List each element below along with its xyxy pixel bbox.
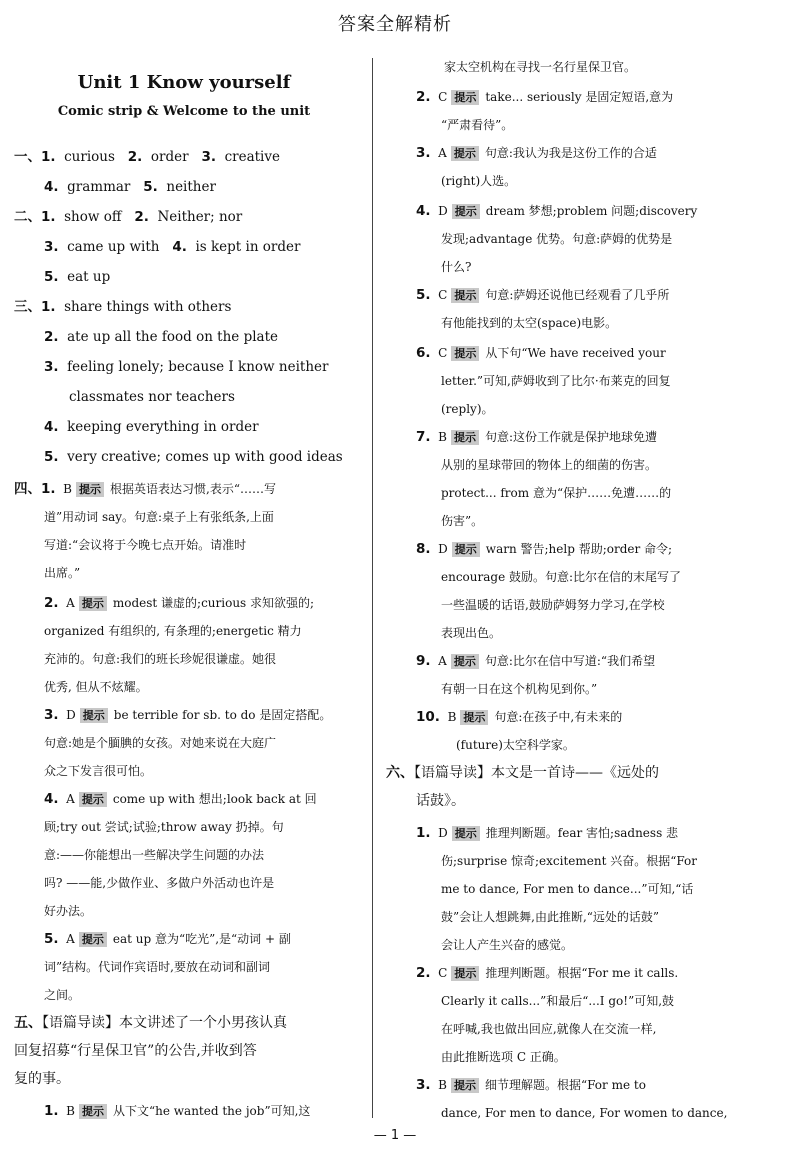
- item-number: 3.: [44, 707, 59, 723]
- explanation-text: take... seriously 是固定短语,意为: [485, 90, 674, 104]
- r-q8-line1: [416, 540, 672, 558]
- item-number: 8.: [416, 541, 431, 557]
- r-q5-line2: 有他能找到的太空(space)电影。: [441, 316, 618, 330]
- hint-tag: 提示: [76, 482, 104, 497]
- item-number: 1.: [41, 149, 56, 165]
- s4-q5-line2: 词”结构。代词作宾语时,要放在动词和副词: [44, 960, 270, 974]
- answer-letter: A: [66, 932, 75, 946]
- r-q2-line1: [416, 88, 673, 106]
- hint-tag: 提示: [451, 966, 479, 981]
- answer-text: Neither; nor: [157, 209, 243, 225]
- answer-letter: D: [438, 204, 448, 218]
- column-divider: [372, 58, 373, 1118]
- r-q4-line3: 什么?: [441, 260, 472, 274]
- r-q10-line1: [416, 708, 622, 726]
- answer-text: curious: [64, 149, 115, 165]
- r-q6-line2: letter.”可知,萨姆收到了比尔·布莱克的回复: [441, 374, 671, 388]
- item-number: 5.: [416, 287, 431, 303]
- explanation-text: 推理判断题。fear 害怕;sadness 悲: [485, 826, 679, 840]
- answer-text: eat up: [67, 269, 111, 285]
- item-number: 3.: [416, 145, 431, 161]
- s5-line1: [14, 1014, 287, 1032]
- r-q2-line2: “严肃看待”。: [441, 118, 514, 132]
- item-number: 2.: [134, 209, 149, 225]
- hint-tag: 提示: [460, 710, 488, 725]
- section-number: 五、: [14, 1015, 42, 1031]
- item-number: 2.: [127, 149, 143, 165]
- item-number: 4.: [44, 179, 59, 195]
- s2-line3: [44, 268, 110, 286]
- s4-q1-line3: 写道:“会议将于今晚七点开始。请准时: [44, 538, 247, 552]
- item-number: 3.: [44, 239, 59, 255]
- item-number: 7.: [416, 429, 431, 445]
- s4-q5-line1: [44, 930, 291, 948]
- s4-q1-line1: [14, 480, 276, 498]
- item-number: 4.: [44, 791, 59, 807]
- r-q7-line1: [416, 428, 657, 446]
- s4-q4-line4: 吗? ——能,少做作业、多做户外活动也许是: [44, 876, 275, 890]
- s3-line3: [44, 358, 328, 376]
- r-q6-line3: (reply)。: [441, 402, 494, 416]
- r-q9-line2: 有朝一日在这个机构见到你。”: [441, 682, 598, 696]
- r-q7-line3: protect... from 意为“保护……免遭……的: [441, 486, 672, 500]
- explanation-text: 推理判断题。根据“For me it calls.: [485, 966, 679, 980]
- item-number: 3.: [44, 359, 59, 375]
- r-q5-line1: [416, 286, 669, 304]
- r-r1-line5: 会让人产生兴奋的感觉。: [441, 938, 574, 952]
- section-number: 二、: [14, 209, 41, 225]
- answer-text: neither: [166, 179, 216, 195]
- item-number: 3.: [416, 1077, 431, 1093]
- s4-q3-line2: 句意:她是个腼腆的女孩。对她来说在大庭广: [44, 736, 277, 750]
- s3-line5: [44, 418, 259, 436]
- r-r1-line3: me to dance, For men to dance...”可知,“话: [441, 882, 694, 896]
- item-number: 2.: [44, 329, 59, 345]
- answer-letter: B: [438, 430, 447, 444]
- section-number: 一、: [14, 149, 41, 165]
- s4-q3-line3: 众之下发言很可怕。: [44, 764, 153, 778]
- unit-subtitle: Comic strip & Welcome to the unit: [57, 104, 311, 119]
- hint-tag: 提示: [451, 346, 479, 361]
- answer-text: is kept in order: [195, 239, 301, 255]
- s4-q5-line3: 之间。: [44, 988, 81, 1002]
- s4-q4-line2: 顾;try out 尝试;试验;throw away 扔掉。句: [44, 820, 284, 834]
- answer-text: grammar: [67, 179, 131, 195]
- r-continue-line: 家太空机构在寻找一名行星保卫官。: [444, 60, 637, 74]
- answer-text: order: [150, 149, 189, 165]
- s1-line1: [14, 148, 280, 166]
- answer-letter: A: [438, 146, 447, 160]
- answer-text: creative: [224, 149, 280, 165]
- item-number: 1.: [416, 825, 431, 841]
- answer-text: keeping everything in order: [67, 419, 259, 435]
- hint-tag: 提示: [451, 1078, 479, 1093]
- explanation-text: 从下文“he wanted the job”可知,这: [113, 1104, 311, 1118]
- s4-q1-line4: 出席。”: [44, 566, 81, 580]
- hint-tag: 提示: [452, 826, 480, 841]
- item-number: 2.: [416, 89, 431, 105]
- answer-letter: B: [447, 710, 457, 724]
- r-q8-line4: 表现出色。: [441, 626, 502, 640]
- hint-tag: 提示: [451, 90, 479, 105]
- r-q10-line2: (future)太空科学家。: [456, 738, 575, 752]
- item-number: 10.: [416, 709, 440, 725]
- item-number: 5.: [44, 931, 59, 947]
- r-r2-line4: 由此推断选项 C 正确。: [441, 1050, 566, 1064]
- s4-q3-line1: [44, 706, 331, 724]
- explanation-text: be terrible for sb. to do 是固定搭配。: [113, 708, 332, 722]
- answer-letter: B: [63, 482, 72, 496]
- hint-tag: 提示: [451, 654, 479, 669]
- explanation-text: dream 梦想;problem 问题;discovery: [485, 204, 698, 218]
- r-q6-line1: [416, 344, 666, 362]
- explanation-text: 句意:在孩子中,有未来的: [494, 710, 623, 724]
- r-q4-line1: [416, 202, 697, 220]
- item-number: 5.: [44, 449, 59, 465]
- answer-text: ate up all the food on the plate: [67, 329, 279, 345]
- s4-q4-line1: [44, 790, 317, 808]
- answer-letter: B: [66, 1104, 75, 1118]
- item-number: 1.: [41, 209, 56, 225]
- answer-letter: D: [438, 542, 448, 556]
- item-number: 4.: [44, 419, 59, 435]
- hint-tag: 提示: [452, 204, 480, 219]
- s4-q1-line2: 道”用动词 say。句意:桌子上有张纸条,上面: [44, 510, 274, 524]
- explanation-text: come up with 想出;look back at 回: [112, 792, 317, 806]
- item-number: 5.: [143, 179, 158, 195]
- s3-line6: [44, 448, 343, 466]
- page-header: 答案全解精析: [338, 14, 452, 35]
- hint-tag: 提示: [451, 146, 479, 161]
- unit-title: Unit 1 Know yourself: [77, 72, 291, 93]
- r-r3-line1: [416, 1076, 646, 1094]
- explanation-text: 从下句“We have received your: [485, 346, 666, 360]
- s4-q2-line2: organized 有组织的, 有条理的;energetic 精力: [44, 624, 302, 638]
- hint-tag: 提示: [80, 708, 108, 723]
- explanation-text: eat up 意为“吃光”,是“动词 + 副: [112, 932, 291, 946]
- answer-letter: B: [438, 1078, 447, 1092]
- explanation-text: 根据英语表达习惯,表示“……写: [110, 482, 276, 496]
- answer-letter: D: [66, 708, 76, 722]
- answer-letter: C: [438, 966, 448, 980]
- s3-line2: [44, 328, 278, 346]
- hint-tag: 提示: [451, 288, 479, 303]
- answer-text: show off: [64, 209, 122, 225]
- answer-letter: C: [438, 346, 448, 360]
- answer-text: classmates nor teachers: [69, 389, 235, 405]
- r-q3-line2: (right)人选。: [441, 174, 517, 188]
- r-r1-line1: [416, 824, 678, 842]
- s5-line3: 复的事。: [14, 1071, 70, 1087]
- s4-q2-line3: 充沛的。句意:我们的班长珍妮很谦虚。她很: [44, 652, 277, 666]
- answer-letter: C: [438, 288, 448, 302]
- explanation-text: 句意:比尔在信中写道:“我们希望: [484, 654, 656, 668]
- r-r3-line2: dance, For men to dance, For women to dance,: [441, 1106, 728, 1120]
- r-q9-line1: [416, 652, 655, 670]
- answer-letter: C: [438, 90, 448, 104]
- reading-guide: 【语篇导读】本文是一首诗——《远处的: [414, 765, 659, 781]
- answer-text: share things with others: [64, 299, 232, 315]
- page-number: — 1 —: [373, 1128, 417, 1143]
- answer-text: feeling lonely; because I know neither: [67, 359, 329, 375]
- s3-line4: [69, 388, 235, 406]
- r-r2-line1: [416, 964, 678, 982]
- explanation-text: 句意:萨姆还说他已经观看了几乎所: [485, 288, 670, 302]
- answer-text: very creative; comes up with good ideas: [67, 449, 343, 465]
- s4-q2-line1: [44, 594, 314, 612]
- section-number: 六、: [386, 765, 414, 781]
- hint-tag: 提示: [79, 596, 107, 611]
- item-number: 2.: [44, 595, 59, 611]
- s1-line2: [44, 178, 216, 196]
- r-q8-line2: encourage 鼓励。句意:比尔在信的末尾写了: [441, 570, 682, 584]
- s5-q1-line1: [44, 1102, 310, 1120]
- r-q7-line2: 从别的星球带回的物体上的细菌的伤害。: [441, 458, 658, 472]
- s3-line1: [14, 298, 231, 316]
- s4-q4-line3: 意:——你能想出一些解决学生问题的办法: [44, 848, 265, 862]
- r-q4-line2: 发现;advantage 优势。句意:萨姆的优势是: [441, 232, 673, 246]
- s2-line2: [44, 238, 300, 256]
- explanation-text: modest 谦虚的;curious 求知欲强的;: [112, 596, 315, 610]
- item-number: 9.: [416, 653, 431, 669]
- item-number: 4.: [416, 203, 431, 219]
- r-r2-line2: Clearly it calls...”和最后“...I go!”可知,鼓: [441, 994, 675, 1008]
- explanation-text: 细节理解题。根据“For me to: [485, 1078, 646, 1092]
- item-number: 5.: [44, 269, 59, 285]
- s6-line1: [386, 764, 659, 782]
- r-r1-line4: 鼓”会让人想跳舞,由此推断,“远处的话鼓”: [441, 910, 660, 924]
- s4-q4-line5: 好办法。: [44, 904, 93, 918]
- r-q8-line3: 一些温暖的话语,鼓励萨姆努力学习,在学校: [441, 598, 665, 612]
- r-r2-line3: 在呼喊,我也做出回应,就像人在交流一样,: [441, 1022, 657, 1036]
- item-number: 1.: [41, 299, 56, 315]
- reading-guide: 【语篇导读】本文讲述了一个小男孩认真: [42, 1015, 287, 1031]
- explanation-text: warn 警告;help 帮助;order 命令;: [485, 542, 673, 556]
- r-q7-line4: 伤害”。: [441, 514, 484, 528]
- s4-q2-line4: 优秀, 但从不炫耀。: [44, 680, 148, 694]
- answer-letter: A: [438, 654, 447, 668]
- explanation-text: 句意:我认为我是这份工作的合适: [484, 146, 657, 160]
- hint-tag: 提示: [452, 542, 480, 557]
- item-number: 2.: [416, 965, 431, 981]
- answer-letter: D: [438, 826, 448, 840]
- hint-tag: 提示: [79, 1104, 107, 1119]
- s5-line2: 回复招募“行星保卫官”的公告,并收到答: [14, 1043, 257, 1059]
- hint-tag: 提示: [79, 792, 107, 807]
- s6-line2: 话鼓》。: [416, 793, 465, 809]
- hint-tag: 提示: [79, 932, 107, 947]
- answer-letter: A: [66, 596, 75, 610]
- s2-line1: [14, 208, 242, 226]
- r-q3-line1: [416, 144, 657, 162]
- answer-letter: A: [66, 792, 75, 806]
- section-number: 三、: [14, 299, 41, 315]
- answer-text: came up with: [67, 239, 160, 255]
- item-number: 1.: [44, 1103, 59, 1119]
- r-r1-line2: 伤;surprise 惊奇;excitement 兴奋。根据“For: [441, 854, 698, 868]
- item-number: 6.: [416, 345, 431, 361]
- item-number: 1.: [41, 481, 56, 497]
- explanation-text: 句意:这份工作就是保护地球免遭: [485, 430, 658, 444]
- section-number: 四、: [14, 481, 41, 497]
- item-number: 4.: [172, 239, 187, 255]
- item-number: 3.: [201, 149, 216, 165]
- hint-tag: 提示: [451, 430, 479, 445]
